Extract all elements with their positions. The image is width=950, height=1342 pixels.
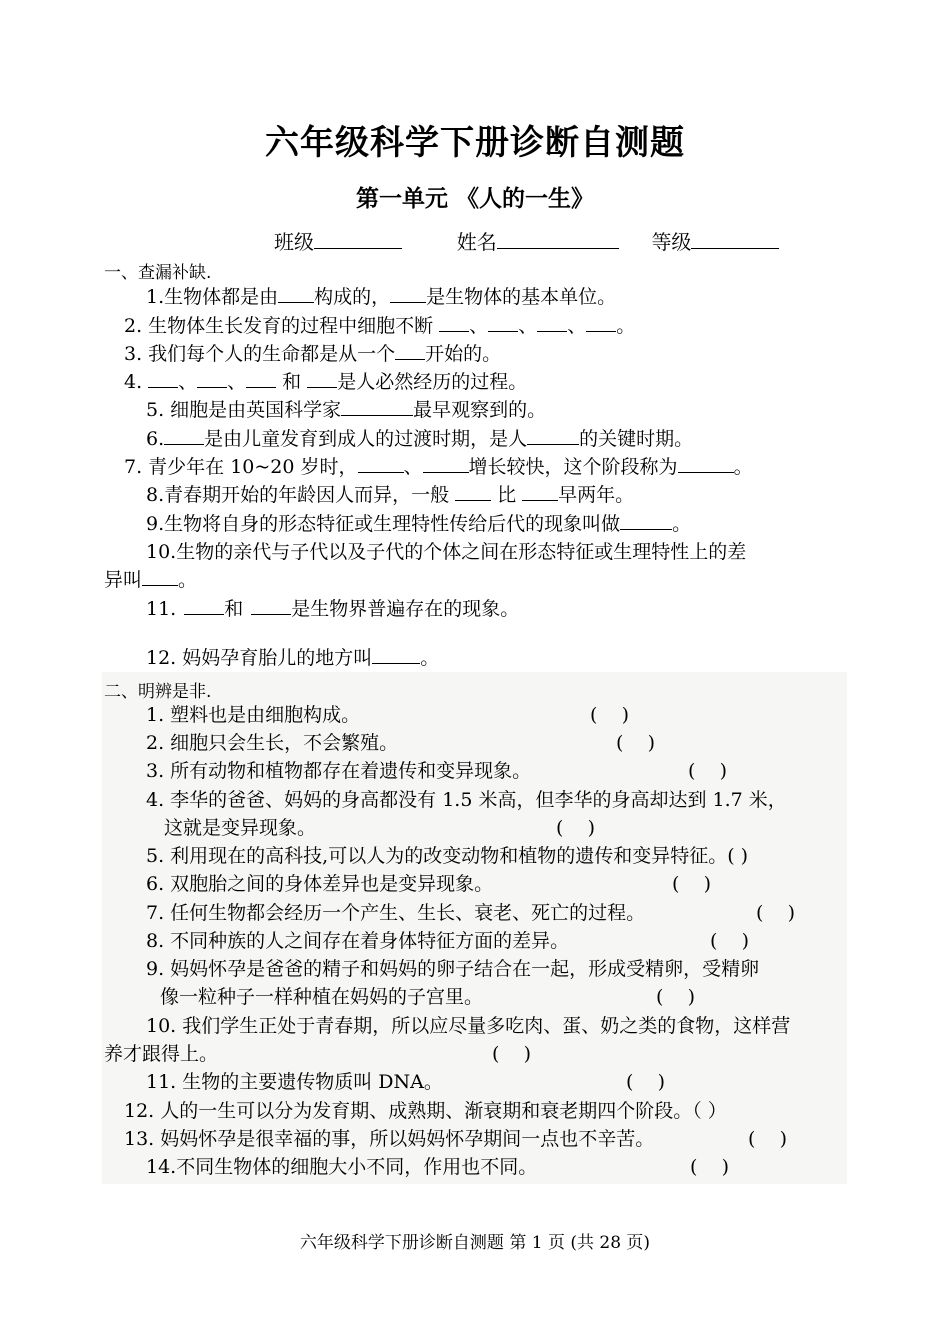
separator: 、 xyxy=(518,315,538,337)
s1-q1-text-b: 构成的， xyxy=(314,286,391,308)
page-footer: 六年级科学下册诊断自测题 第 1 页 (共 28 页) xyxy=(299,1233,651,1253)
fill-blank[interactable] xyxy=(586,314,616,332)
separator: 、 xyxy=(178,371,198,393)
s1-q6-text-b: 是由儿童发育到成人的过渡时期，是人 xyxy=(204,428,528,450)
answer-parentheses[interactable]: ( ) xyxy=(656,986,695,1008)
s2-question-1: 1. 塑料也是由细胞构成。 xyxy=(146,704,361,726)
s1-q4-number: 4. xyxy=(124,371,143,393)
fill-blank[interactable] xyxy=(423,455,469,473)
section1-heading: 一、查漏补缺. xyxy=(104,263,212,283)
answer-parentheses[interactable]: ( ) xyxy=(748,1128,787,1150)
s1-question-12 xyxy=(146,646,439,670)
fill-blank[interactable] xyxy=(246,370,276,388)
fill-blank[interactable] xyxy=(620,512,672,530)
fill-blank[interactable] xyxy=(488,314,518,332)
fill-blank[interactable] xyxy=(390,285,426,303)
s1-question-3 xyxy=(124,342,501,366)
s1-question-4 xyxy=(124,370,527,394)
s1-q11-number: 11. xyxy=(146,598,177,620)
s1-question-11 xyxy=(146,597,519,621)
and-word: 和 xyxy=(224,598,244,620)
s1-q9-text: 9.生物将自身的形态特征或生理特性传给后代的现象叫做 xyxy=(146,513,621,535)
s2-question-14: 14.不同生物体的细胞大小不同，作用也不同。 xyxy=(146,1156,538,1178)
fill-blank[interactable] xyxy=(678,455,734,473)
answer-parentheses[interactable]: ( ) xyxy=(492,1043,531,1065)
end-mark: 。 xyxy=(672,513,692,535)
answer-parentheses[interactable]: ( ) xyxy=(690,1156,729,1178)
end-mark: 。 xyxy=(616,315,636,337)
fill-blank[interactable] xyxy=(358,455,404,473)
class-label: 班级 xyxy=(274,230,314,254)
fill-blank[interactable] xyxy=(522,483,558,501)
unit-title: 第一单元 《人的一生》 xyxy=(355,185,594,212)
s1-q3-text-a: 3. 我们每个人的生命都是从一个 xyxy=(124,343,396,365)
grade-label: 等级 xyxy=(651,230,692,254)
s1-question-5 xyxy=(146,398,546,422)
fill-blank[interactable] xyxy=(341,398,413,416)
and-word: 和 xyxy=(282,371,302,393)
fill-blank[interactable] xyxy=(164,427,204,445)
answer-parentheses[interactable]: ( ) xyxy=(590,704,629,726)
answer-parentheses[interactable]: ( ) xyxy=(672,873,711,895)
s1-q8-text-b: 比 xyxy=(497,484,517,506)
separator: 、 xyxy=(567,315,587,337)
s2-question-4-line1: 4. 李华的爸爸、妈妈的身高都没有 1.5 米高，但李华的身高却达到 1.7 米， xyxy=(146,789,787,811)
separator: 、 xyxy=(227,371,247,393)
class-blank[interactable] xyxy=(314,228,402,249)
s1-q7-text-a: 7. 青少年在 10~20 岁时， xyxy=(124,456,358,478)
answer-parentheses[interactable]: ( ) xyxy=(556,817,595,839)
section2-heading: 二、明辨是非. xyxy=(104,682,212,702)
s1-q8-text-c: 早两年。 xyxy=(558,484,635,506)
s1-q1-text-c: 是生物体的基本单位。 xyxy=(426,286,617,308)
s1-q7-text-b: 增长较快，这个阶段称为 xyxy=(468,456,678,478)
fill-blank[interactable] xyxy=(537,314,567,332)
answer-parentheses[interactable]: ( ) xyxy=(626,1071,665,1093)
fill-blank[interactable] xyxy=(527,427,579,445)
answer-parentheses[interactable]: ( ) xyxy=(756,902,795,924)
s2-question-10-line2: 养才跟得上。 xyxy=(104,1043,219,1065)
fill-blank[interactable] xyxy=(184,597,224,615)
s2-question-3: 3. 所有动物和植物都存在着遗传和变异现象。 xyxy=(146,760,532,782)
grade-blank[interactable] xyxy=(691,228,779,249)
fill-blank[interactable] xyxy=(251,597,291,615)
s2-question-2: 2. 细胞只会生长，不会繁殖。 xyxy=(146,732,399,754)
s2-question-13: 13. 妈妈怀孕是很幸福的事，所以妈妈怀孕期间一点也不辛苦。 xyxy=(124,1128,655,1150)
fill-blank[interactable] xyxy=(395,342,425,360)
fill-blank[interactable] xyxy=(197,370,227,388)
s1-q3-text-b: 开始的。 xyxy=(425,343,502,365)
s1-q8-text-a: 8.青春期开始的年龄因人而异，一般 xyxy=(146,484,450,506)
s1-question-2 xyxy=(124,314,635,338)
s2-question-7: 7. 任何生物都会经历一个产生、生长、衰老、死亡的过程。 xyxy=(146,902,646,924)
s1-question-1 xyxy=(146,285,616,309)
fill-blank[interactable] xyxy=(278,285,314,303)
s1-q4-text-end: 是人必然经历的过程。 xyxy=(337,371,528,393)
end-mark: 。 xyxy=(733,456,753,478)
s1-q1-text-a: 1.生物体都是由 xyxy=(146,286,279,308)
name-label: 姓名 xyxy=(456,230,497,254)
end-mark: 。 xyxy=(178,569,198,591)
s2-question-10-line1: 10. 我们学生正处于青春期，所以应尽量多吃肉、蛋、奶之类的食物，这样营 xyxy=(146,1015,791,1037)
s2-question-9-line2: 像一粒种子一样种植在妈妈的子宫里。 xyxy=(160,986,484,1008)
fill-blank[interactable] xyxy=(372,646,420,664)
s1-q11-text-b: 是生物界普遍存在的现象。 xyxy=(291,598,520,620)
s2-question-11: 11. 生物的主要遗传物质叫 DNA。 xyxy=(146,1071,443,1093)
s2-question-4-line2: 这就是变异现象。 xyxy=(164,817,317,839)
s1-q12-text: 12. 妈妈孕育胎儿的地方叫 xyxy=(146,647,373,669)
fill-blank[interactable] xyxy=(307,370,337,388)
s2-question-5: 5. 利用现在的高科技,可以人为的改变动物和植物的遗传和变异特征。( ) xyxy=(146,845,749,867)
page-title: 六年级科学下册诊断自测题 xyxy=(265,123,685,163)
fill-blank[interactable] xyxy=(455,483,491,501)
fill-blank[interactable] xyxy=(142,568,178,586)
separator: 、 xyxy=(403,456,423,478)
separator: 、 xyxy=(469,315,489,337)
s1-question-6 xyxy=(146,427,693,451)
s1-question-9 xyxy=(146,512,691,536)
answer-parentheses[interactable]: ( ) xyxy=(616,732,655,754)
s2-question-6: 6. 双胞胎之间的身体差异也是变异现象。 xyxy=(146,873,494,895)
answer-parentheses[interactable]: ( ) xyxy=(688,760,727,782)
s1-q10-text-a: 异叫 xyxy=(104,569,143,591)
s1-question-7 xyxy=(124,455,753,479)
student-info-row xyxy=(274,226,779,255)
fill-blank[interactable] xyxy=(148,370,178,388)
answer-parentheses[interactable]: ( ) xyxy=(710,930,749,952)
s2-question-8: 8. 不同种族的人之间存在着身体特征方面的差异。 xyxy=(146,930,570,952)
s1-q6-number: 6. xyxy=(146,428,165,450)
s2-question-9-line1: 9. 妈妈怀孕是爸爸的精子和妈妈的卵子结合在一起，形成受精卵，受精卵 xyxy=(146,958,760,980)
s1-question-8 xyxy=(146,483,634,507)
s2-question-12: 12. 人的一生可以分为发育期、成熟期、渐衰期和衰老期四个阶段。（ ） xyxy=(124,1100,727,1122)
s1-q5-text-b: 最早观察到的。 xyxy=(413,399,547,421)
s1-question-10-line1: 10.生物的亲代与子代以及子代的个体之间在形态特征或生理特性上的差 xyxy=(146,541,747,563)
fill-blank[interactable] xyxy=(439,314,469,332)
end-mark: 。 xyxy=(420,647,440,669)
s1-q5-text-a: 5. 细胞是由英国科学家 xyxy=(146,399,342,421)
s1-question-10-line2 xyxy=(104,568,197,592)
s1-q2-text: 2. 生物体生长发育的过程中细胞不断 xyxy=(124,315,434,337)
s1-q6-text-c: 的关键时期。 xyxy=(579,428,694,450)
name-blank[interactable] xyxy=(497,228,619,249)
